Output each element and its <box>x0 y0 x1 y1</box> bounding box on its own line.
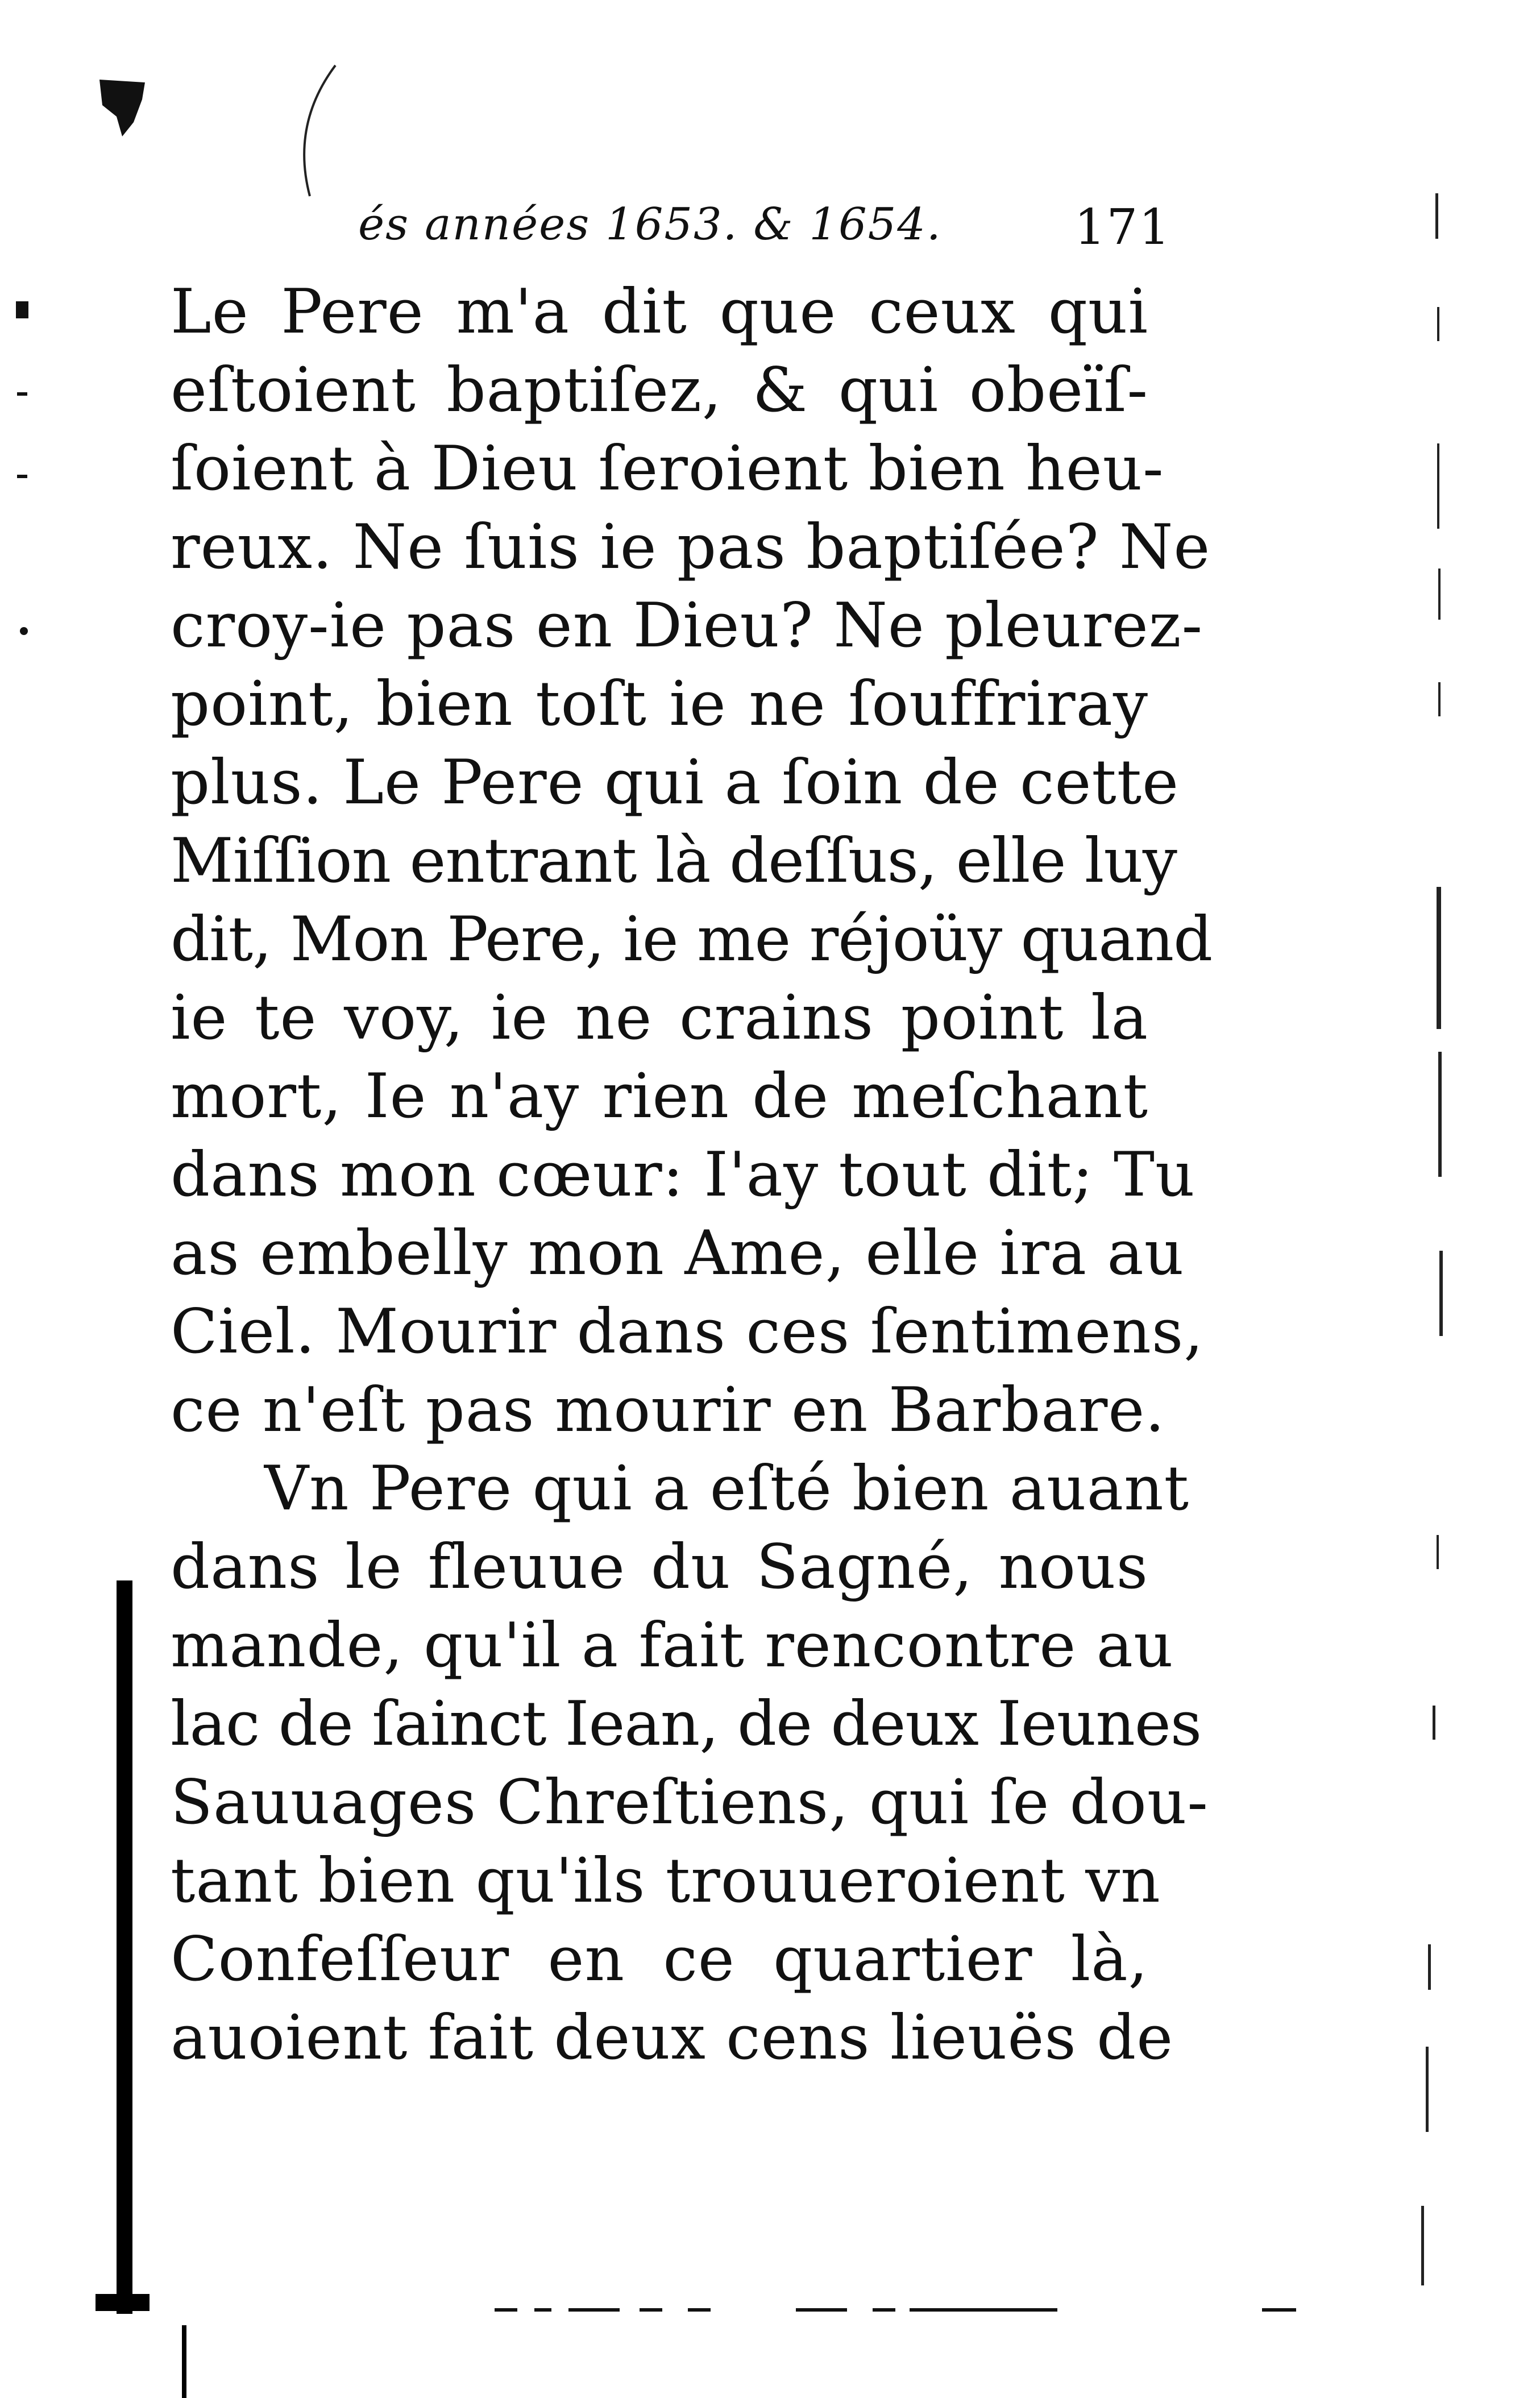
text-line: Miſſion entrant là deſſus, elle luy <box>171 825 1177 897</box>
text-line: mort, Ie n'ay rien de meſchant <box>171 1061 1148 1132</box>
text-line: dit, Mon Pere, ie me réjoüy quand <box>171 904 1213 975</box>
margin-speck <box>17 475 27 478</box>
text-line: Sauuages Chreſtiens, qui ſe dou- <box>171 1767 1209 1838</box>
text-line: Vn Pere qui a eſté bien auant <box>264 1453 1190 1524</box>
text-line: Ciel. Mourir dans ces ſentimens, <box>171 1296 1204 1367</box>
text-line: lac de ſainct Iean, de deux Ieunes <box>171 1688 1202 1760</box>
margin-speck <box>16 301 28 318</box>
page-header <box>335 190 1171 259</box>
paragraph-2 <box>171 1450 1209 2077</box>
text-line: as embelly mon Ame, elle ira au <box>171 1218 1185 1289</box>
right-edge-marks <box>1421 193 1443 2285</box>
paragraph-1 <box>171 273 1213 1450</box>
text-line: mande, qu'il a fait rencontre au <box>171 1610 1174 1681</box>
text-line: Le Pere m'a dit que ceux qui <box>171 276 1148 347</box>
text-line: croy-ie pas en Dieu? Ne pleurez- <box>171 590 1203 661</box>
text-line: reux. Ne ſuis ie pas baptiſée? Ne <box>171 512 1211 583</box>
text-line: tant bien qu'ils trouueroient vn <box>171 1845 1161 1916</box>
text-line: ce n'eſt pas mourir en Barbare. <box>171 1375 1165 1446</box>
bottom-dashes <box>495 2308 1296 2312</box>
running-title: és années 1653. & 1654. <box>358 199 942 250</box>
text-line: ſoient à Dieu ſeroient bien heu- <box>171 433 1164 504</box>
text-line: plus. Le Pere qui a ſoin de cette <box>171 747 1180 818</box>
ink-blot-top-left <box>99 80 145 136</box>
body-text <box>171 273 1213 2077</box>
margin-speck <box>20 627 28 635</box>
text-line: auoient fait deux cens lieuës de <box>171 2002 1174 2073</box>
text-line: dans mon cœur: I'ay tout dit; Tu <box>171 1139 1196 1210</box>
text-line: Confeſſeur en ce quartier là, <box>171 1924 1148 1995</box>
text-line: eſtoient baptiſez, & qui obeïſ- <box>171 355 1148 426</box>
ink-curve-top <box>304 65 335 196</box>
text-line: dans le fleuue du Sagné, nous <box>171 1532 1148 1603</box>
text-line: ie te voy, ie ne crains point la <box>171 982 1148 1053</box>
page-number: 171 <box>1074 199 1171 256</box>
binding-edge-foot <box>96 2294 150 2311</box>
text-line: point, bien toſt ie ne ſouffriray <box>171 669 1148 740</box>
margin-speck <box>17 392 27 396</box>
binding-edge-left <box>117 1580 132 2314</box>
binding-edge-lower <box>182 2325 186 2398</box>
